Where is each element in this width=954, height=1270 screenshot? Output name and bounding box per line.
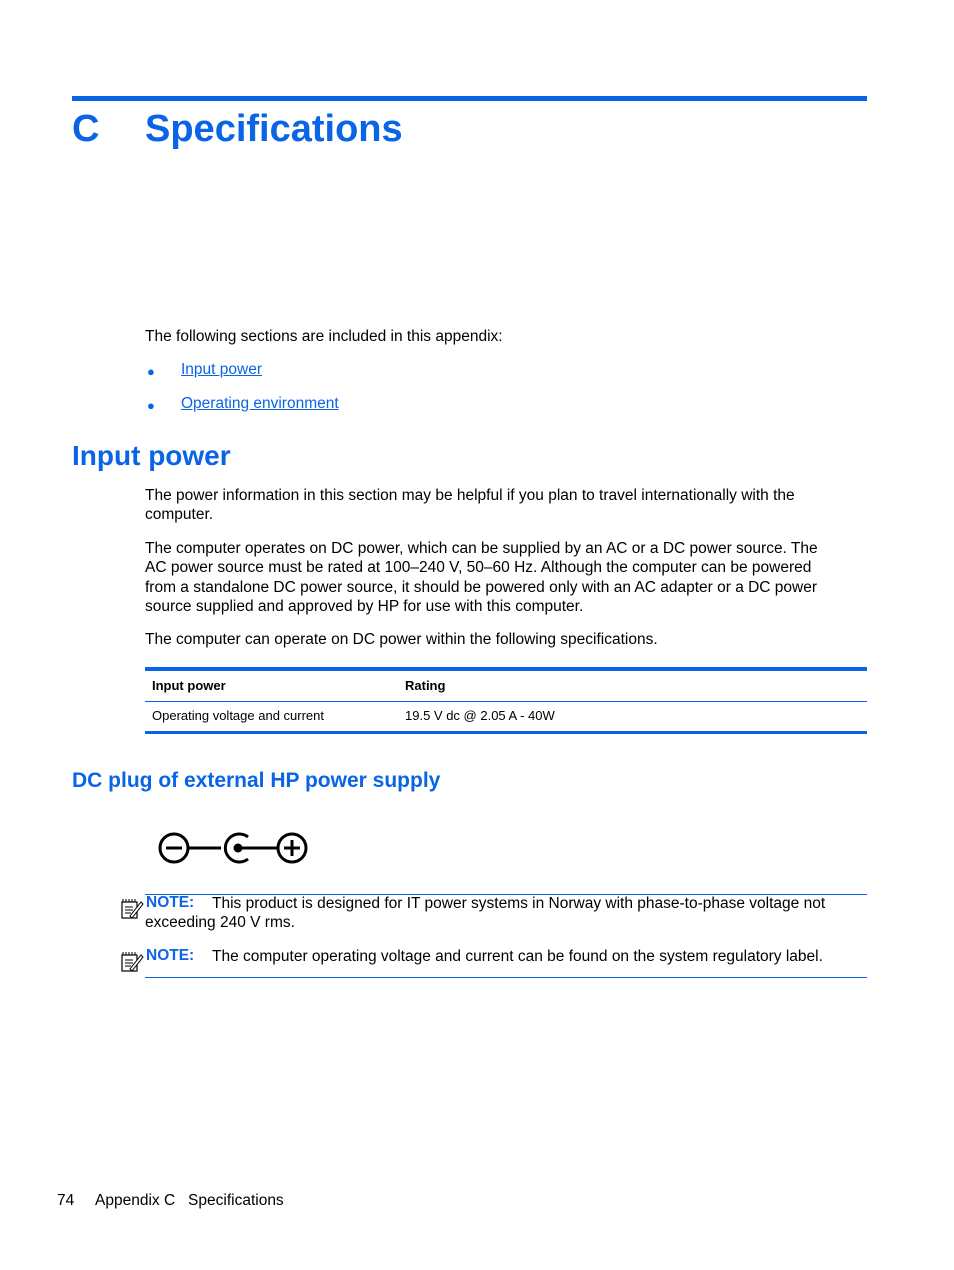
- bullet-icon: ●: [147, 364, 155, 379]
- table-header-rating: Rating: [405, 678, 446, 693]
- table-top-rule: [145, 667, 867, 671]
- paragraph-2-line-2: AC power source must be rated at 100–240 V, 50–60 Hz. Although the computer can be powered: [145, 559, 812, 576]
- note-icon: [119, 949, 145, 973]
- note-icon: [119, 896, 145, 920]
- intro-text: The following sections are included in this appendix:: [145, 328, 503, 345]
- toc-link-operating-environment[interactable]: Operating environment: [181, 395, 339, 412]
- paragraph-2-line-1: The computer operates on DC power, which can be supplied by an AC or a DC power source. The: [145, 540, 818, 557]
- table-header-input-power: Input power: [152, 678, 226, 693]
- note-bottom-rule: [145, 977, 867, 978]
- toc-link-input-power[interactable]: Input power: [181, 361, 262, 378]
- paragraph-2-line-3: from a standalone DC power source, it should be powered only with an AC adapter or a DC power: [145, 579, 818, 596]
- table-bottom-rule: [145, 731, 867, 734]
- note-label: NOTE:: [146, 894, 195, 911]
- footer-section-title: Appendix C Specifications: [95, 1192, 284, 1209]
- bullet-icon: ●: [147, 398, 155, 413]
- page-number: 74: [57, 1192, 75, 1209]
- chapter-letter: C: [72, 108, 100, 150]
- dc-polarity-symbol-icon: [157, 830, 313, 866]
- table-cell-parameter: Operating voltage and current: [152, 708, 324, 723]
- note-1-line-1: This product is designed for IT power systems in Norway with phase-to-phase voltage not: [212, 895, 826, 912]
- note-1-line-2: exceeding 240 V rms.: [145, 914, 295, 931]
- paragraph-2-line-4: source supplied and approved by HP for use with this computer.: [145, 598, 584, 615]
- note-2-line-1: The computer operating voltage and current can be found on the system regulatory label.: [212, 948, 823, 965]
- table-cell-rating: 19.5 V dc @ 2.05 A - 40W: [405, 708, 555, 723]
- section-heading-dc-plug: DC plug of external HP power supply: [72, 769, 441, 792]
- paragraph-1-line-2: computer.: [145, 506, 214, 523]
- paragraph-1-line-1: The power information in this section may be helpful if you plan to travel internationally with the: [145, 487, 795, 504]
- chapter-top-rule: [72, 96, 867, 101]
- paragraph-3: The computer can operate on DC power within the following specifications.: [145, 631, 658, 648]
- note-label: NOTE:: [146, 947, 195, 964]
- chapter-title: Specifications: [145, 108, 403, 150]
- table-header-rule: [145, 701, 867, 702]
- section-heading-input-power: Input power: [72, 440, 231, 471]
